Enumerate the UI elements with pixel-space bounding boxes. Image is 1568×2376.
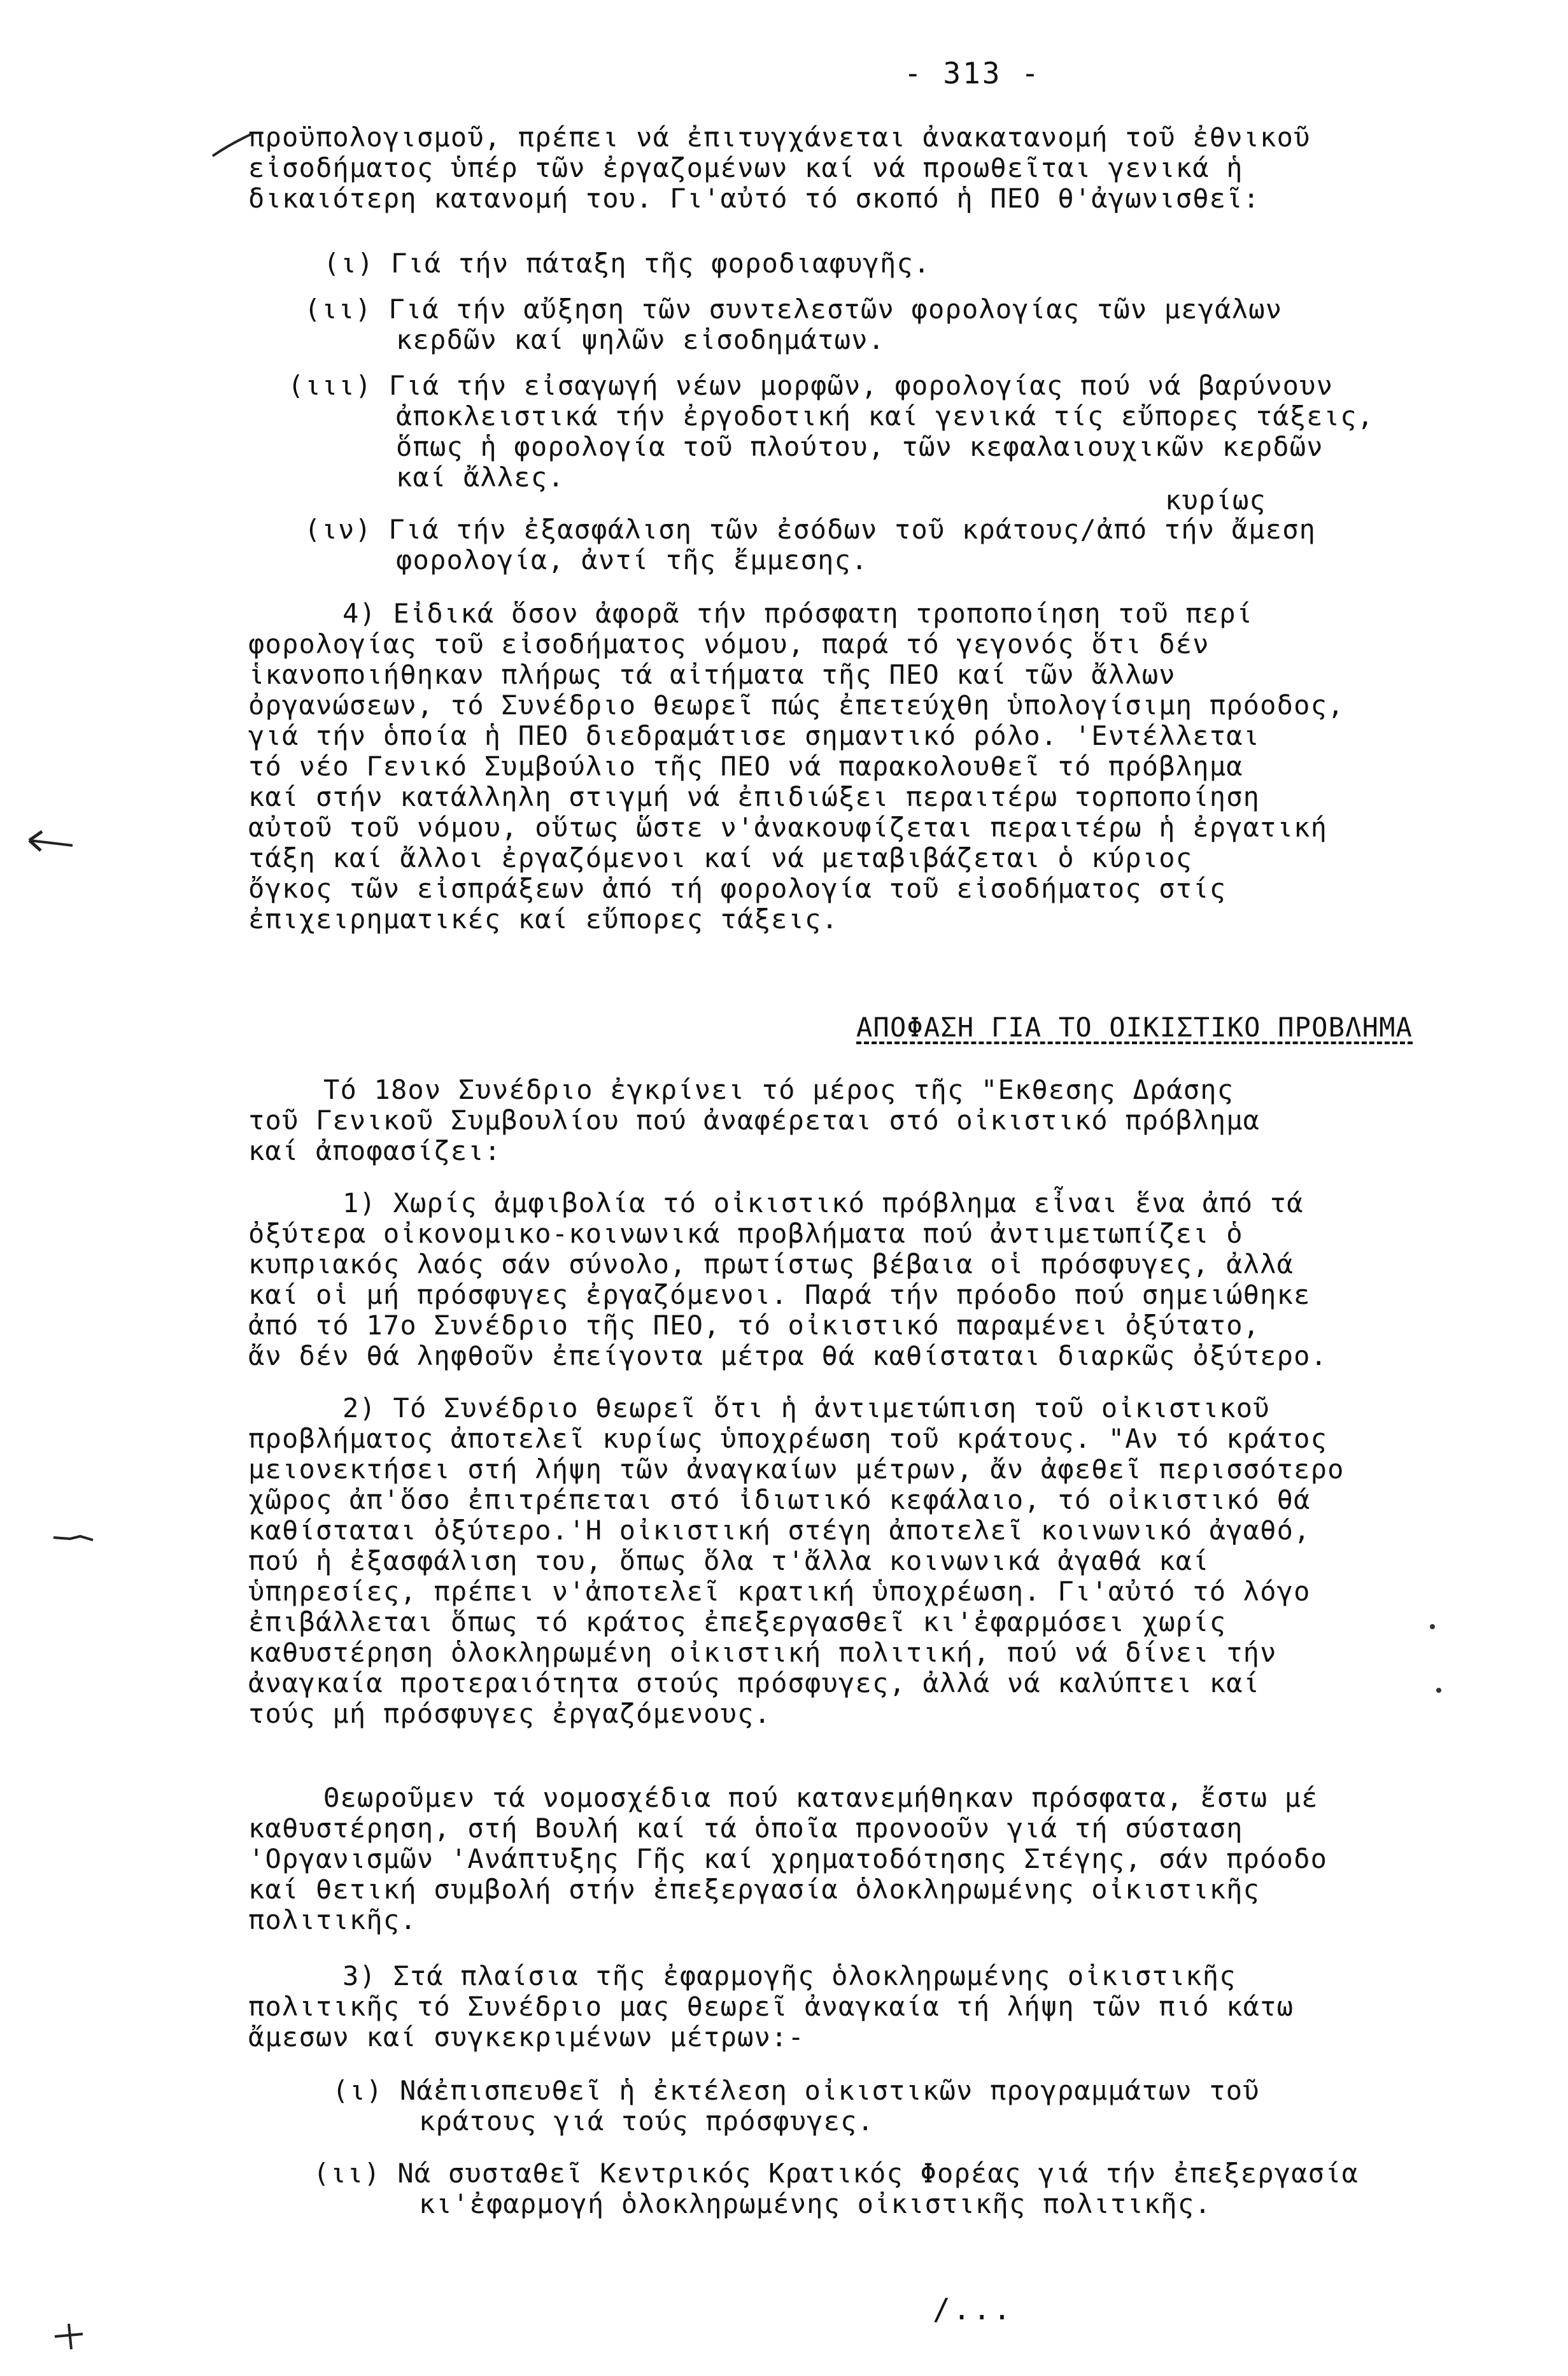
- list-item-iv: (ιν) Γιά τήν ἐξασφάλιση τῶν ἐσόδων τοῦ κράτους/ἀπό τήν ἄμεση: [304, 514, 1317, 545]
- sublist-item-i: (ι) Νάἐπισπευθεῖ ἡ ἐκτέλεση οἰκιστικῶν προγραμμάτων τοῦ: [332, 2075, 1260, 2106]
- bills-paragraph-4: καί θετική συμβολή στήν ἐπεξεργασία ὁλοκληρωμένης οἰκιστικῆς: [248, 1874, 1261, 1905]
- paragraph-4-1: 4) Εἰδικά ὅσον ἀφορᾶ τήν πρόσφατη τροποποίηση τοῦ περί: [343, 598, 1254, 629]
- point-1-5: ἀπό τό 17ο Συνέδριο τῆς ΠΕΟ, τό οἰκιστικό παραμένει ὀξύτατο,: [248, 1310, 1261, 1341]
- list-item-iii: (ιιι) Γιά τήν εἰσαγωγή νέων μορφῶν, φορολογίας πού νά βαρύνουν: [288, 370, 1334, 401]
- point-2-10: ἀναγκαία προτεραιότητα στούς πρόσφυγες, ἀλλά νά καλύπτει καί: [248, 1667, 1261, 1699]
- paragraph-4-2: φορολογίας τοῦ εἰσοδήματος νόμου, παρά τό γεγονός ὅτι δέν: [248, 628, 1210, 660]
- point-1-2: ὀξύτερα οἰκονομικο-κοινωνικά προβλήματα πού ἀντιμετωπίζει ὁ: [248, 1218, 1243, 1249]
- continuation-mark: /...: [933, 2292, 1014, 2326]
- point-2-4: χῶρος ἀπ'ὅσο ἐπιτρέπεται στό ἰδιωτικό κεφάλαιο, τό οἰκιστικό θά: [248, 1484, 1311, 1515]
- decision-intro-3: καί ἀποφασίζει:: [248, 1135, 502, 1166]
- paragraph-intro-2: εἰσοδήματος ὑπέρ τῶν ἐργαζομένων καί νά προωθεῖται γενικά ἡ: [248, 152, 1243, 183]
- list-item-iv-cont: φορολογία, ἀντί τῆς ἔμμεσης.: [396, 544, 868, 576]
- sublist-item-ii-cont: κι'ἐφαρμογή ὁλοκληρωμένης οἰκιστικῆς πολιτικῆς.: [419, 2188, 1211, 2219]
- point-2-8: ἐπιβάλλεται ὅπως τό κράτος ἐπεξεργασθεῖ κι'ἐφαρμόσει χωρίς: [248, 1606, 1227, 1637]
- paragraph-4-3: ἱκανοποιήθηκαν πλήρως τά αἰτήματα τῆς ΠΕΟ καί τῶν ἄλλων: [248, 659, 1176, 690]
- margin-arrow-icon: [25, 828, 76, 853]
- margin-dot-icon: [1432, 1684, 1445, 1697]
- point-2-6: πού ἡ ἐξασφάλιση του, ὅπως ὅλα τ'ἄλλα κοινωνικά ἀγαθά καί: [248, 1545, 1210, 1576]
- paragraph-4-11: ἐπιχειρηματικές καί εὔπορες τάξεις.: [248, 903, 839, 935]
- paragraph-4-4: ὀργανώσεων, τό Συνέδριο θεωρεῖ πώς ἐπετεύχθη ὑπολογίσιμη πρόοδος,: [248, 689, 1345, 721]
- paragraph-4-8: αὐτοῦ τοῦ νόμου, οὕτως ὥστε ν'ἀνακουφίζεται περαιτέρω ἡ ἐργατική: [248, 812, 1328, 843]
- point-1-1: 1) Χωρίς ἀμφιβολία τό οἰκιστικό πρόβλημα εἶναι ἕνα ἀπό τά: [343, 1187, 1304, 1219]
- point-1-3: κυπριακός λαός σάν σύνολο, πρωτίστως βέβαια οἱ πρόσφυγες, ἀλλά: [248, 1248, 1294, 1280]
- list-item-iii-cont-3: καί ἄλλες.: [396, 462, 565, 493]
- paragraph-4-10: ὄγκος τῶν εἰσπράξεων ἀπό τή φορολογία τοῦ εἰσοδήματος στίς: [248, 873, 1227, 904]
- point-1-4: καί οἱ μή πρόσφυγες ἐργαζόμενοι. Παρά τήν πρόοδο πού σημειώθηκε: [248, 1279, 1311, 1310]
- list-item-ii-cont: κερδῶν καί ψηλῶν εἰσοδημάτων.: [396, 324, 886, 355]
- point-2-7: ὑπηρεσίες, πρέπει ν'ἀποτελεῖ κρατική ὑποχρέωση. Γι'αὐτό τό λόγο: [248, 1576, 1311, 1607]
- decision-intro-2: τοῦ Γενικοῦ Συμβουλίου πού ἀναφέρεται στό οἰκιστικό πρόβλημα: [248, 1105, 1261, 1136]
- margin-dot-icon: [1426, 1620, 1439, 1633]
- point-2-5: καθίσταται ὀξύτερο.'Η οἰκιστική στέγη ἀποτελεῖ κοινωνικό ἀγαθό,: [248, 1515, 1311, 1546]
- inserted-word: κυρίως: [1165, 484, 1266, 516]
- bills-paragraph-5: πολιτικῆς.: [248, 1904, 417, 1935]
- sublist-item-ii: (ιι) Νά συσταθεῖ Κεντρικός Κρατικός Φορέας γιά τήν ἐπεξεργασία: [313, 2158, 1359, 2189]
- page-number: - 313 -: [904, 56, 1041, 90]
- point-2-9: καθυστέρηση ὁλοκληρωμένη οἰκιστική πολιτική, πού νά δίνει τήν: [248, 1637, 1277, 1668]
- point-2-3: μειονεκτήσει στή λήψη τῶν ἀναγκαίων μέτρων, ἄν ἀφεθεῖ περισσότερο: [248, 1453, 1345, 1485]
- list-item-iii-cont-1: ἀποκλειστικά τήν ἐργοδοτική καί γενικά τίς εὔπορες τάξεις,: [396, 400, 1374, 432]
- point-3-1: 3) Στά πλαίσια τῆς ἐφαρμογῆς ὁλοκληρωμένης οἰκιστικῆς: [343, 1960, 1236, 1991]
- point-3-2: πολιτικῆς τό Συνέδριο μας θεωρεῖ ἀναγκαία τή λήψη τῶν πιό κάτω: [248, 1991, 1294, 2022]
- paragraph-4-6: τό νέο Γενικό Συμβούλιο τῆς ΠΕΟ νά παρακολουθεῖ τό πρόβλημα: [248, 751, 1243, 782]
- paragraph-4-7: καί στήν κατάλληλη στιγμή νά ἐπιδιώξει περαιτέρω τορποποίηση: [248, 781, 1261, 812]
- paragraph-4-5: γιά τήν ὁποία ἡ ΠΕΟ διεδραμάτισε σημαντικό ρόλο. 'Εντέλλεται: [248, 720, 1261, 751]
- margin-star-icon: [50, 2317, 88, 2356]
- list-item-iii-cont-2: ὅπως ἡ φορολογία τοῦ πλούτου, τῶν κεφαλαιουχικῶν κερδῶν: [396, 431, 1324, 462]
- decision-intro-1: Τό 18ον Συνέδριο ἐγκρίνει τό μέρος τῆς "Εκθεσης Δράσης: [323, 1074, 1234, 1105]
- point-1-6: ἄν δέν θά ληφθοῦν ἐπείγοντα μέτρα θά καθίσταται διαρκῶς ὀξύτερο.: [248, 1340, 1328, 1371]
- bills-paragraph-2: καθυστέρηση, στή Βουλή καί τά ὁποῖα προνοοῦν γιά τή σύσταση: [248, 1813, 1243, 1844]
- paragraph-4-9: τάξη καί ἄλλοι ἐργαζόμενοι καί νά μεταβιβάζεται ὁ κύριος: [248, 842, 1193, 873]
- point-3-3: ἄμεσων καί συγκεκριμένων μέτρων:-: [248, 2021, 805, 2053]
- margin-tick-icon: [210, 131, 255, 162]
- bills-paragraph-1: Θεωροῦμεν τά νομοσχέδια πού κατανεμήθηκαν πρόσφατα, ἔστω μέ: [323, 1782, 1318, 1813]
- margin-dash-icon: [51, 1531, 95, 1546]
- paragraph-intro-1: προϋπολογισμοῦ, πρέπει νά ἐπιτυγχάνεται ἀνακατανομή τοῦ ἐθνικοῦ: [248, 122, 1311, 153]
- point-2-11: τούς μή πρόσφυγες ἐργαζόμενους.: [248, 1698, 772, 1729]
- point-2-2: προβλήματος ἀποτελεῖ κυρίως ὑποχρέωση τοῦ κράτους. "Αν τό κράτος: [248, 1423, 1328, 1454]
- sublist-item-i-cont: κράτους γιά τούς πρόσφυγες.: [419, 2105, 875, 2137]
- point-2-1: 2) Τό Συνέδριο θεωρεῖ ὅτι ἡ ἀντιμετώπιση τοῦ οἰκιστικοῦ: [343, 1392, 1270, 1424]
- bills-paragraph-3: 'Οργανισμῶν 'Ανάπτυξης Γῆς καί χρηματοδότησης Στέγης, σάν πρόοδο: [248, 1843, 1328, 1874]
- section-heading: ΑΠΟΦΑΣΗ ΓΙΑ ΤΟ ΟΙΚΙΣΤΙΚΟ ΠΡΟΒΛΗΜΑ: [856, 1012, 1413, 1043]
- paragraph-intro-3: δικαιότερη κατανομή του. Γι'αὐτό τό σκοπό ἡ ΠΕΟ θ'ἀγωνισθεῖ:: [248, 183, 1261, 214]
- list-item-ii: (ιι) Γιά τήν αὔξηση τῶν συντελεστῶν φορολογίας τῶν μεγάλων: [304, 293, 1283, 325]
- list-item-i: (ι) Γιά τήν πάταξη τῆς φοροδιαφυγῆς.: [323, 248, 931, 279]
